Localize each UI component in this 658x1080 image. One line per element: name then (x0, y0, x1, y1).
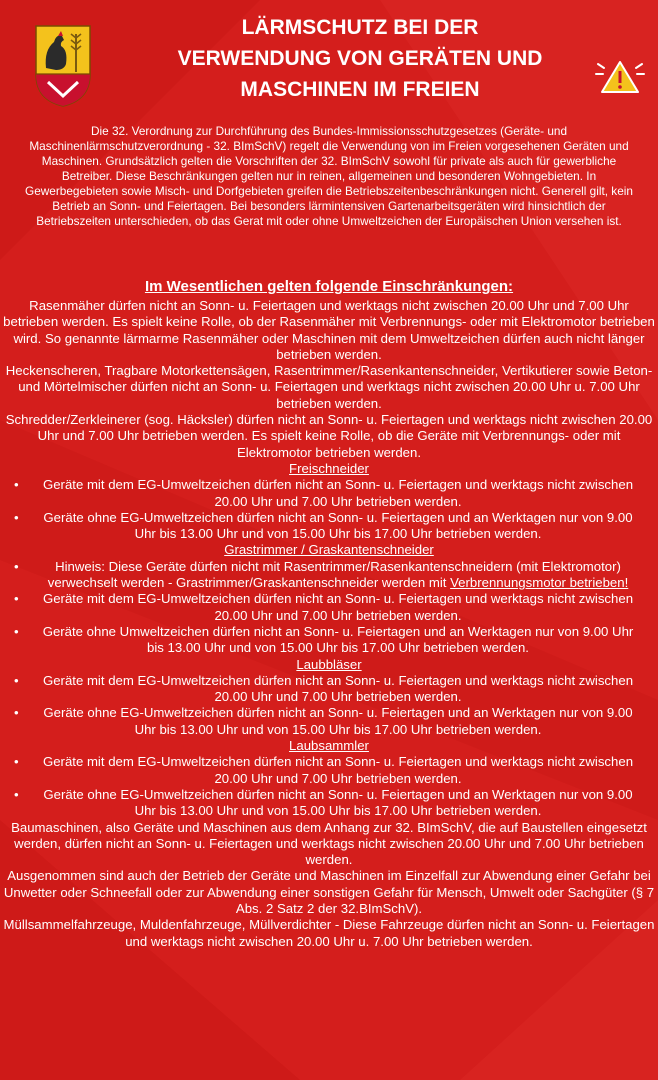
list-item: • Geräte mit dem EG-Umweltzeichen dürfen nicht an Sonn- u. Feiertagen und werktags nicht zwischen 20.00 Uhr und 7.00 Uhr betrieben werden. (14, 591, 634, 623)
subheading-laubsammler: Laubsammler (289, 738, 369, 754)
paragraph-schredder: Schredder/Zerkleinerer (sog. Häcksler) dürfen nicht an Sonn- u. Feiertagen und werktags nicht zwischen 20.00 Uhr und 7.00 Uhr betrieben werden. Es spielt keine Rolle, ob die Geräte mit Verbrennungs- oder mit Elektromotor betrieben werden. (5, 412, 653, 460)
title-line-3: MASCHINEN IM FREIEN (240, 78, 480, 101)
bullet-icon: • (14, 477, 19, 493)
laubsammler-list (0, 754, 658, 819)
grastrimmer-note-emphasis: Verbrennungsmotor betrieben! (450, 575, 629, 591)
paragraph-muellfahrzeuge: Müllsammelfahrzeuge, Muldenfahrzeuge, Müllverdichter - Diese Fahrzeuge dürfen nicht an Sonn- u. Feiertagen und werktags nicht zwischen 20.00 Uhr u. 7.00 Uhr betrieben werden. (3, 917, 655, 949)
restrictions-heading: Im Wesentlichen gelten folgende Einschränkungen: (144, 278, 514, 295)
list-item: • Geräte ohne EG-Umweltzeichen dürfen nicht an Sonn- u. Feiertagen und an Werktagen nur von 9.00 Uhr bis 13.00 Uhr und von 15.00 Uhr bis 17.00 Uhr betrieben werden. (14, 786, 633, 819)
grastrimmer-list (0, 559, 658, 657)
restrictions-section (0, 278, 658, 950)
list-item: • Geräte mit dem EG-Umweltzeichen dürfen nicht an Sonn- u. Feiertagen und werktags nicht zwischen 20.00 Uhr und 7.00 Uhr betrieben werden. (14, 754, 634, 786)
list-item: • Geräte mit dem EG-Umweltzeichen dürfen nicht an Sonn- u. Feiertagen und werktags nicht zwischen 20.00 Uhr und 7.00 Uhr betrieben werden. (14, 477, 634, 509)
bullet-icon: • (14, 623, 19, 639)
paragraph-ausnahmen: Ausgenommen sind auch der Betrieb der Geräte und Maschinen im Einzelfall zur Abwendung einer Gefahr bei Unwetter oder Schneefall oder zur Abwendung einer sonstigen Gefahr für Mensch, Umwelt oder Sachgüter (§ 7 Abs. 2 Satz 2 der 32.BImSchV). (3, 868, 655, 916)
bullet-icon: • (14, 754, 19, 770)
intro-paragraph: Die 32. Verordnung zur Durchführung des Bundes-Immissionsschutzgesetzes (Geräte- und Maschinenlärmschutzverordnung - 32. BImSchV) regelt die Verwendung von im Freien vorgesehenen Geräten und Maschinen. Grundsätzlich gelten die Vorschriften der 32. BImSchV sowohl für private als auch für gewerbliche Betreiber. Diese Beschränkungen gelten nur in reinen, allgemeinen und besonderen Wohngebieten. In Gewerbegebieten sowie Misch- und Dorfgebieten greifen die Betriebszeitenbeschränkungen nicht. Generell gilt, kein Betrieb an Sonn- und Feiertagen. Bei besonders lärmintensiven Gartenarbeitsgeräten wird hinsichtlich der Betriebszeiten unterschieden, ob das Gerat mit oder ohne Umweltzeichen der Europäischen Union versehen ist. (25, 124, 633, 228)
bullet-icon: • (14, 558, 19, 574)
paragraph-rasenmaeher: Rasenmäher dürfen nicht an Sonn- u. Feiertagen und werktags nicht zwischen 20.00 Uhr und 7.00 Uhr betrieben werden. Es spielt keine Rolle, ob der Rasenmäher mit Verbrennungs- oder mit Elektromotor betrieben wird. So genannte lärmarme Rasenmäher oder Maschinen mit dem Umweltzeichen dürfen auch nicht länger betrieben werden. (3, 298, 655, 362)
list-item: • Geräte mit dem EG-Umweltzeichen dürfen nicht an Sonn- u. Feiertagen und werktags nicht zwischen 20.00 Uhr und 7.00 Uhr betrieben werden. (14, 672, 634, 705)
grastrimmer-note: Hinweis: Diese Geräte dürfen nicht mit Rasentrimmer/Rasenkantenschneidern (mit Elektromotor) verwechselt werden - Grastrimmer/Graskantenschneider werden mit (47, 558, 621, 591)
laubblaeser-list (0, 673, 658, 738)
paragraph-baumaschinen: Baumaschinen, also Geräte und Maschinen aus dem Anhang zur 32. BImSchV, die auf Baustellen eingesetzt werden, dürfen nicht an Sonn- u. Feiertagen und werktags nicht zwischen 20.00 Uhr und 7.00 Uhr betrieben werden. (11, 819, 647, 868)
municipal-coat-of-arms-icon (34, 24, 92, 108)
subheading-grastrimmer: Grastrimmer / Graskantenschneider (224, 542, 434, 558)
page-title (110, 12, 610, 105)
bullet-icon: • (14, 591, 19, 607)
paragraph-heckenscheren: Heckenscheren, Tragbare Motorkettensägen, Rasentrimmer/Rasenkantenschneider, Vertikutierer sowie Beton- und Mörtelmischer dürfen nicht an Sonn- u. Feiertagen und werktags nicht zwischen 20.00 Uhr u. 7.00 Uhr betrieben werden. (5, 363, 653, 411)
list-item (0, 559, 658, 592)
title-line-1: LÄRMSCHUTZ BEI DER (241, 16, 479, 39)
list-item: • Geräte ohne Umweltzeichen dürfen nicht an Sonn- u. Feiertagen und an Werktagen nur von 9.00 Uhr bis 13.00 Uhr und von 15.00 Uhr bis 17.00 Uhr betrieben werden. (14, 623, 634, 656)
bullet-icon: • (14, 509, 19, 525)
list-item: • Geräte ohne EG-Umweltzeichen dürfen nicht an Sonn- u. Feiertagen und an Werktagen nur von 9.00 Uhr bis 13.00 Uhr und von 15.00 Uhr bis 17.00 Uhr betrieben werden. (14, 509, 633, 542)
bullet-icon: • (14, 672, 19, 688)
subheading-laubblaeser: Laubbläser (296, 656, 362, 672)
bullet-icon: • (14, 786, 19, 802)
list-item: • Geräte ohne EG-Umweltzeichen dürfen nicht an Sonn- u. Feiertagen und an Werktagen nur von 9.00 Uhr bis 13.00 Uhr und von 15.00 Uhr bis 17.00 Uhr betrieben werden. (14, 705, 633, 737)
title-line-2: VERWENDUNG VON GERÄTEN UND (177, 47, 543, 70)
subheading-freischneider: Freischneider (289, 460, 369, 476)
bullet-icon: • (14, 705, 19, 721)
freischneider-list (0, 477, 658, 542)
